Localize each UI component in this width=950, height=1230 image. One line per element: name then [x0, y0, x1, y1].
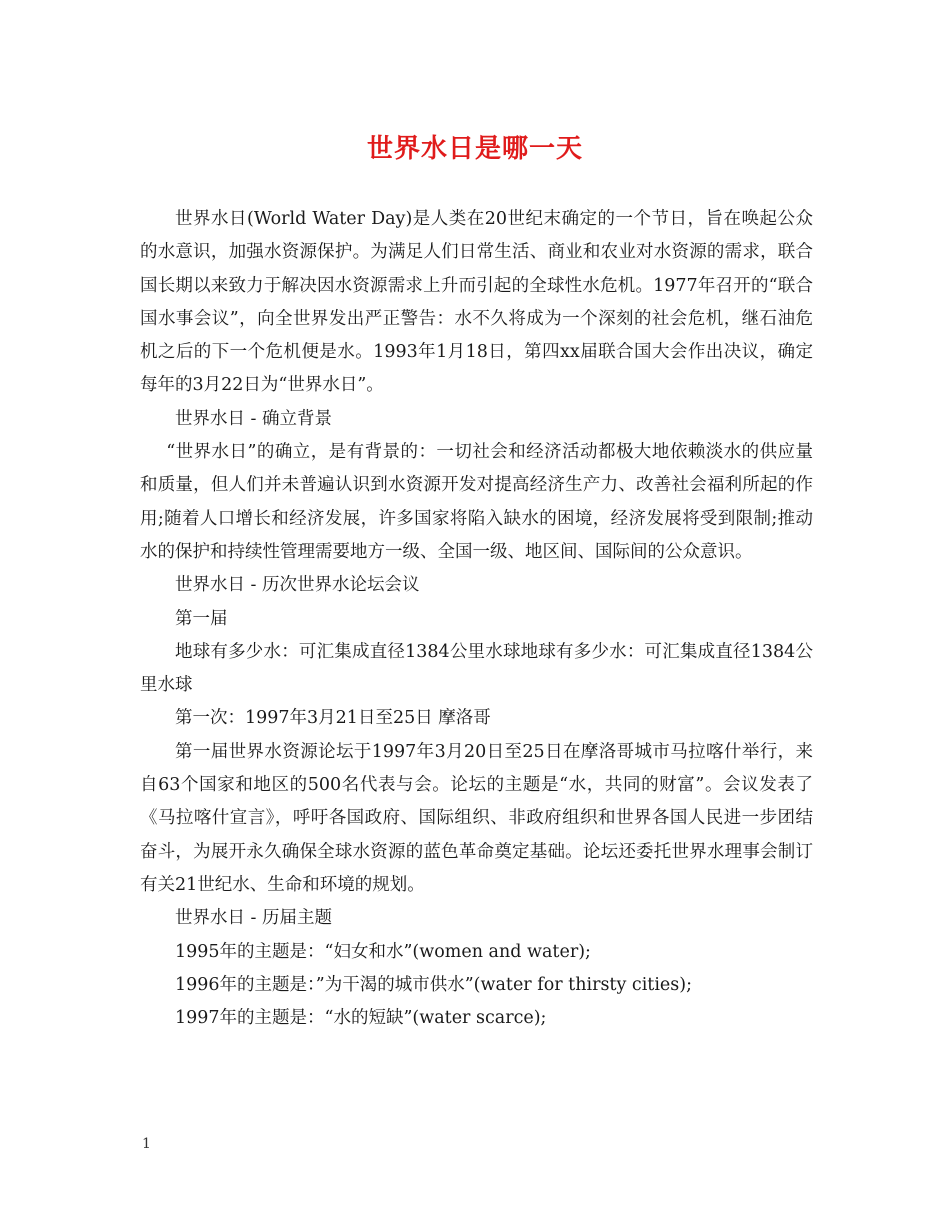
paragraph-first-forum-date: 第一次：1997年3月21日至25日 摩洛哥	[175, 708, 491, 729]
paragraph-theme-1996: 1996年的主题是：”为干渴的城市供水”(water for thirsty cities);	[175, 974, 692, 995]
document-title: 世界水日是哪一天	[366, 134, 583, 164]
document-body	[140, 203, 813, 1035]
section-heading-background: 世界水日 - 确立背景	[175, 408, 333, 429]
paragraph-background: “世界水日”的确立，是有背景的：一切社会和经济活动都极大地依赖淡水的供应量和质量，但人们并未普遍认识到水资源开发对提高经济生产力、改善社会福利所起的作用;随着人口增长和经济发展，许多国家将陷入缺水的困境，经济发展将受到限制;推动水的保护和持续性管理需要地方一级、全国一级、地区间、国际间的公众意识。	[140, 442, 813, 562]
page-number: 1	[142, 1136, 151, 1152]
paragraph-theme-1997: 1997年的主题是：“水的短缺”(water scarce);	[175, 1008, 547, 1029]
section-heading-forums: 世界水日 - 历次世界水论坛会议	[175, 575, 420, 596]
paragraph-water-volume: 地球有多少水：可汇集成直径1384公里水球地球有多少水：可汇集成直径1384公里水球	[140, 641, 813, 696]
paragraph-first-session: 第一届	[175, 608, 228, 629]
paragraph-intro: 世界水日(World Water Day)是人类在20世纪末确定的一个节日，旨在唤起公众的水意识，加强水资源保护。为满足人们日常生活、商业和农业对水资源的需求，联合国长期以来致力于解决因水资源需求上升而引起的全球性水危机。1977年召开的“联合国水事会议”，向全世界发出严正警告：水不久将成为一个深刻的社会危机，继石油危机之后的下一个危机便是水。1993年1月18日，第四xx届联合国大会作出决议，确定每年的3月22日为“世界水日”。	[140, 209, 813, 396]
paragraph-theme-1995: 1995年的主题是：“妇女和水”(women and water);	[175, 941, 591, 962]
section-heading-themes: 世界水日 - 历届主题	[175, 908, 333, 929]
paragraph-first-forum-detail: 第一届世界水资源论坛于1997年3月20日至25日在摩洛哥城市马拉喀什举行，来自63个国家和地区的500名代表与会。论坛的主题是“水，共同的财富”。会议发表了《马拉喀什宣言》，呼吁各国政府、国际组织、非政府组织和世界各国人民进一步团结奋斗，为展开永久确保全球水资源的蓝色革命奠定基础。论坛还委托世界水理事会制订有关21世纪水、生命和环境的规划。	[140, 741, 813, 895]
